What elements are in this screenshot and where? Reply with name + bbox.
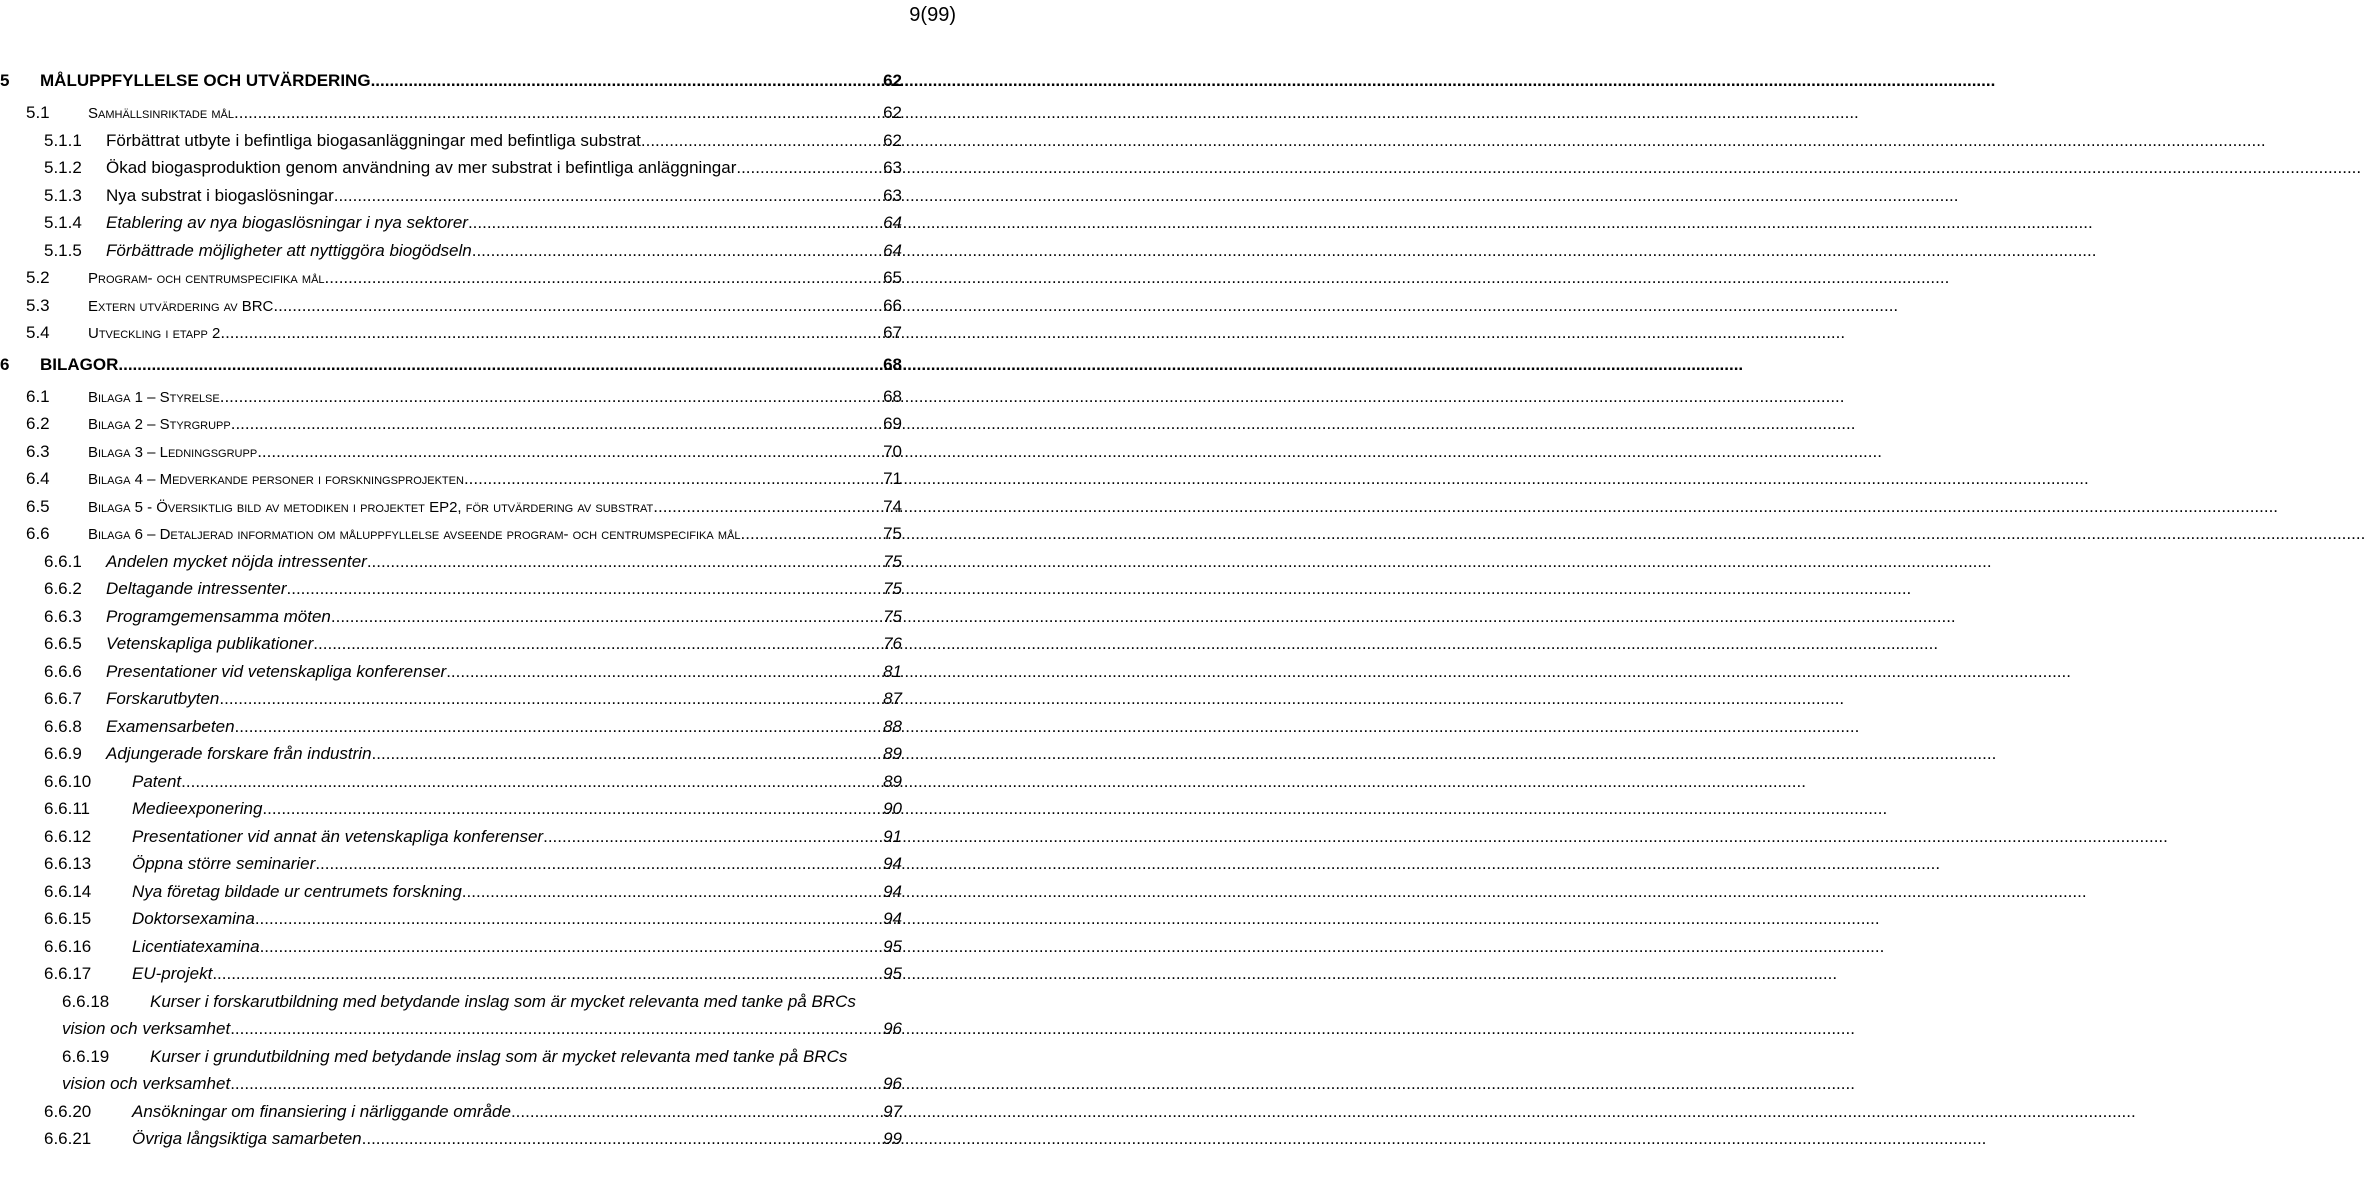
toc-entry-page: 94: [883, 881, 902, 901]
dot-leader: [287, 579, 882, 599]
toc-entry-page: 67: [883, 323, 902, 342]
toc-entry-title: Doktorsexamina: [132, 909, 255, 928]
toc-entry-title: Forskarutbyten: [106, 689, 220, 708]
toc-entry-title: Utveckling i etapp 2: [88, 325, 221, 342]
toc-entry-title: Öppna större seminarier: [132, 854, 316, 873]
dot-leader: [255, 909, 881, 929]
toc-entry-title: BILAGOR: [40, 354, 119, 374]
dot-leader: [641, 131, 881, 151]
dot-leader: [181, 772, 881, 792]
toc-entry-number: 6.1: [26, 386, 50, 406]
toc-entry-title: Förbättrat utbyte i befintliga biogasanläggningar med befintliga substrat: [106, 130, 641, 150]
toc-entry-title: Nya företag bildade ur centrumets forskning: [132, 881, 462, 901]
toc-entry-title: Bilaga 2 – Styrgrupp: [88, 416, 231, 433]
table-of-contents: [0, 67, 902, 1157]
toc-entry-title: Licentiatexamina: [132, 936, 260, 956]
toc-entry-number: 6.6.8: [44, 716, 82, 736]
toc-entry-page: 97: [883, 1101, 902, 1121]
toc-entry-page: 99: [883, 1129, 902, 1148]
dot-leader: [273, 296, 881, 316]
toc-entry-number: 6.6.5: [44, 634, 82, 653]
toc-entry-title: Deltagande intressenter: [106, 579, 287, 598]
toc-entry[interactable]: [26, 1129, 902, 1157]
toc-entry-number: 5.1: [26, 103, 50, 122]
toc-entry[interactable]: [26, 634, 902, 662]
toc-entry-title: Program- och centrumspecifika mål: [88, 270, 325, 287]
toc-entry-number: 6.6.21: [44, 1129, 92, 1148]
dot-leader: [362, 1129, 881, 1149]
toc-entry[interactable]: [26, 387, 902, 415]
toc-entry-title: Presentationer vid vetenskapliga konferenser: [106, 661, 447, 681]
dot-leader: [230, 1074, 881, 1094]
dot-leader: [315, 854, 881, 874]
dot-leader: [331, 607, 881, 627]
toc-entry-page: 96: [883, 1074, 902, 1093]
toc-entry-title: Bilaga 5 - Översiktlig bild av metodiken i projektet EP2, för utvärdering av substrat: [88, 498, 654, 516]
toc-entry-page: 62: [883, 103, 902, 122]
toc-entry-page: 89: [883, 771, 902, 791]
dot-leader: [446, 662, 881, 682]
toc-entry[interactable]: [26, 524, 902, 552]
dot-leader: [741, 524, 882, 544]
dot-leader: [212, 964, 881, 984]
toc-entry-page: 96: [883, 1019, 902, 1038]
toc-entry[interactable]: [26, 992, 902, 1047]
toc-entry-title: Kurser i grundutbildning med betydande inslag som är mycket relevanta med tanke på BRCs: [150, 1046, 848, 1066]
toc-entry-title: Extern utvärdering av BRC: [88, 297, 274, 315]
toc-entry-page: 71: [883, 469, 902, 488]
toc-entry-number: 6.6.13: [44, 854, 92, 873]
toc-entry-page: 88: [883, 716, 902, 736]
toc-entry[interactable]: [26, 213, 902, 241]
toc-entry[interactable]: [26, 552, 902, 580]
dot-leader: [257, 442, 881, 462]
toc-entry[interactable]: [26, 772, 902, 800]
toc-entry-title: Bilaga 4 – Medverkande personer i forskningsprojekten: [88, 471, 464, 488]
toc-entry-page: 63: [883, 185, 902, 205]
toc-entry-number: 6.2: [26, 414, 50, 433]
toc-entry-page: 69: [883, 414, 902, 433]
toc-entry[interactable]: [26, 827, 902, 855]
toc-entry-page: 68: [883, 386, 902, 406]
toc-entry-title: Etablering av nya biogaslösningar i nya sektorer: [106, 213, 468, 232]
toc-entry-number: 5.2: [26, 268, 50, 287]
toc-entry-page: 74: [883, 496, 902, 516]
toc-entry[interactable]: [26, 296, 902, 324]
dot-leader: [220, 323, 881, 343]
toc-entry-page: 66: [883, 295, 902, 315]
dot-leader: [325, 268, 882, 288]
toc-entry[interactable]: [26, 241, 902, 269]
dot-leader: [462, 882, 881, 902]
toc-entry-title: Examensarbeten: [106, 716, 235, 736]
toc-entry-page: 68: [883, 354, 902, 374]
toc-entry-page: 76: [883, 634, 902, 653]
toc-entry[interactable]: [26, 131, 902, 159]
dot-leader: [511, 1102, 881, 1122]
toc-entry[interactable]: [26, 268, 902, 296]
toc-entry-title: Kurser i forskarutbildning med betydande inslag som är mycket relevanta med tanke på BRCs: [150, 991, 856, 1011]
toc-entry-page: 62: [883, 130, 902, 150]
toc-entry[interactable]: [26, 497, 902, 525]
dot-leader: [260, 937, 882, 957]
toc-entry-title: Medieexponering: [132, 799, 263, 818]
toc-entry[interactable]: [26, 744, 902, 772]
dot-leader: [334, 186, 881, 206]
toc-entry-number: 6.6.9: [44, 744, 82, 763]
toc-entry-title: Övriga långsiktiga samarbeten: [132, 1129, 362, 1148]
dot-leader: [543, 827, 881, 847]
toc-entry-title: MÅLUPPFYLLELSE OCH UTVÄRDERING: [40, 71, 371, 90]
toc-entry-page: 75: [883, 524, 902, 543]
dot-leader: [371, 71, 882, 91]
toc-entry[interactable]: [26, 1047, 902, 1102]
toc-heading[interactable]: [0, 355, 902, 383]
toc-entry-number: 6.6.2: [44, 579, 82, 598]
toc-entry-page: 75: [883, 579, 902, 598]
toc-entry[interactable]: [26, 937, 902, 965]
toc-entry[interactable]: [26, 579, 902, 607]
dot-leader: [313, 634, 881, 654]
toc-entry-page: 70: [883, 441, 902, 461]
toc-entry-number: 6.6.7: [44, 689, 82, 708]
toc-entry-page: 75: [883, 606, 902, 626]
toc-entry-page: 90: [883, 799, 902, 818]
dot-leader: [472, 241, 881, 261]
toc-entry-number: 6.6.3: [44, 606, 82, 626]
toc-entry-page: 64: [883, 240, 902, 260]
toc-entry[interactable]: [26, 1102, 902, 1130]
toc-entry-number: 6.6.20: [44, 1101, 92, 1121]
toc-entry[interactable]: [26, 323, 902, 351]
toc-entry-title: Programgemensamma möten: [106, 606, 331, 626]
toc-entry-number: 6.6.16: [44, 936, 92, 956]
toc-entry[interactable]: [26, 909, 902, 937]
toc-entry-number: 6.6.17: [44, 964, 92, 983]
toc-entry[interactable]: [26, 854, 902, 882]
toc-entry-number: 6.6.19: [62, 1046, 110, 1066]
toc-entry-title: EU-projekt: [132, 964, 213, 983]
toc-entry[interactable]: [26, 882, 902, 910]
toc-entry-number: 5: [0, 71, 10, 90]
toc-entry-page: 81: [883, 661, 902, 681]
toc-entry-title: Bilaga 1 – Styrelse: [88, 388, 220, 406]
toc-entry-number: 5.1.1: [44, 130, 82, 150]
toc-entry-number: 6.6.10: [44, 771, 92, 791]
toc-entry[interactable]: [26, 186, 902, 214]
dot-leader: [468, 213, 881, 233]
toc-entry-title: Förbättrade möjligheter att nyttiggöra biogödseln: [106, 240, 472, 260]
toc-entry-page: 89: [883, 744, 902, 763]
toc-entry-title-continued: vision och verksamhet: [62, 1074, 231, 1093]
toc-heading[interactable]: [0, 71, 902, 99]
toc-entry-number: 6.6.15: [44, 909, 92, 928]
toc-entry-number: 5.3: [26, 295, 50, 315]
toc-entry-title: Adjungerade forskare från industrin: [106, 744, 372, 763]
toc-entry-page: 62: [883, 71, 902, 90]
toc-entry-title: Patent: [132, 771, 182, 791]
toc-entry[interactable]: [26, 414, 902, 442]
toc-entry-title: Vetenskapliga publikationer: [106, 634, 314, 653]
toc-entry[interactable]: [26, 717, 902, 745]
toc-entry-page: 63: [883, 158, 902, 177]
dot-leader: [235, 717, 882, 737]
toc-entry[interactable]: [26, 442, 902, 470]
toc-entry[interactable]: [26, 662, 902, 690]
dot-leader: [372, 744, 882, 764]
dot-leader: [230, 1019, 881, 1039]
toc-entry-page: 91: [883, 826, 902, 846]
toc-entry-number: 6.6.1: [44, 551, 82, 571]
dot-leader: [262, 799, 881, 819]
toc-entry[interactable]: [26, 607, 902, 635]
toc-entry-number: 6.3: [26, 441, 50, 461]
dot-leader: [219, 689, 881, 709]
dot-leader: [231, 414, 881, 434]
toc-entry-number: 5.1.4: [44, 213, 82, 232]
toc-entry-number: 6.6.6: [44, 661, 82, 681]
toc-entry-number: 5.4: [26, 323, 50, 342]
toc-entry-title: Andelen mycket nöjda intressenter: [106, 551, 367, 571]
toc-entry-number: 5.1.5: [44, 240, 82, 260]
toc-entry-number: 6.6.14: [44, 881, 92, 901]
toc-entry-title-continued: vision och verksamhet: [62, 1019, 231, 1038]
toc-entry-number: 6.6: [26, 524, 50, 543]
toc-entry-number: 6.6.12: [44, 826, 92, 846]
toc-entry-number: 6.6.11: [44, 799, 91, 818]
toc-entry-page: 94: [883, 909, 902, 928]
toc-entry-number: 6.4: [26, 469, 50, 488]
dot-leader: [653, 497, 881, 517]
toc-entry-title: Presentationer vid annat än vetenskapliga konferenser: [132, 826, 544, 846]
toc-entry-number: 6.6.18: [62, 991, 110, 1011]
toc-entry-page: 65: [883, 268, 902, 287]
toc-entry-title: Ökad biogasproduktion genom användning av mer substrat i befintliga anläggningar: [106, 158, 737, 177]
toc-entry[interactable]: [26, 103, 902, 131]
page-number: 9(99): [909, 4, 956, 26]
toc-entry-title: Nya substrat i biogaslösningar: [106, 185, 334, 205]
toc-entry[interactable]: [26, 469, 902, 497]
toc-entry-title: Samhällsinriktade mål: [88, 105, 235, 122]
toc-entry[interactable]: [26, 158, 902, 186]
toc-entry-number: 5.1.2: [44, 158, 82, 177]
toc-entry-page: 64: [883, 213, 902, 232]
toc-entry-number: 6.5: [26, 496, 50, 516]
dot-leader: [736, 158, 881, 178]
dot-leader: [118, 355, 881, 375]
toc-entry-title: Ansökningar om finansiering i närliggande område: [132, 1101, 511, 1121]
toc-entry-number: 6: [0, 354, 10, 374]
toc-entry-page: 75: [883, 551, 902, 571]
toc-entry-number: 5.1.3: [44, 185, 82, 205]
toc-entry-page: 95: [883, 964, 902, 983]
dot-leader: [220, 387, 881, 407]
toc-entry[interactable]: [26, 689, 902, 717]
toc-entry[interactable]: [26, 964, 902, 992]
toc-entry-page: 94: [883, 854, 902, 873]
dot-leader: [367, 552, 881, 572]
toc-entry-title: Bilaga 3 – Ledningsgrupp: [88, 443, 258, 461]
dot-leader: [234, 103, 881, 123]
toc-entry-page: 87: [883, 689, 902, 708]
toc-entry[interactable]: [26, 799, 902, 827]
toc-entry-page: 95: [883, 936, 902, 956]
dot-leader: [464, 469, 881, 489]
toc-entry-title: Bilaga 6 – Detaljerad information om måluppfyllelse avseende program- och centrumspecifika mål: [88, 526, 741, 543]
